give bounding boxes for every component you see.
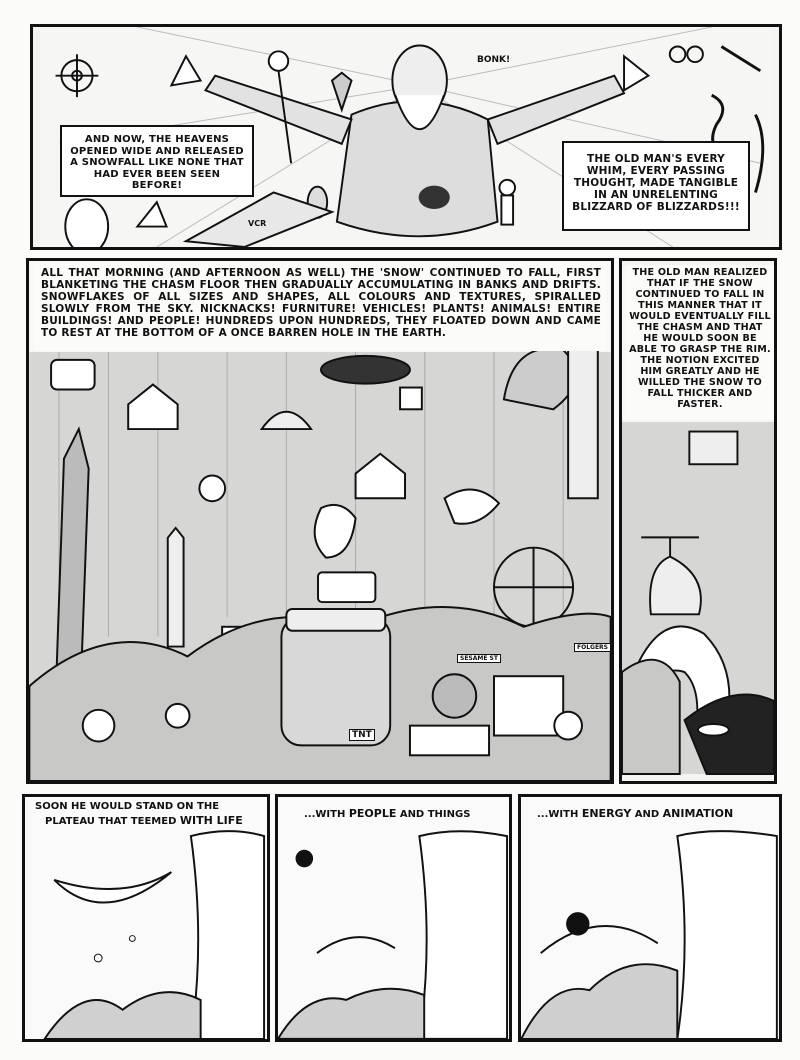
rim-cliff-drawing <box>677 831 777 1039</box>
car-drawing <box>689 432 737 465</box>
debris-pile-right <box>622 660 680 774</box>
panel-2-caption: ALL THAT MORNING (AND AFTERNOON AS WELL) THE 'SNOW' CONTINUED TO FALL, FIRST BLANKETING THE CHASM FLOOR THEN GRADUALLY ACCUMULATING IN BANKS AND DRIFTS. SNOWFLAKES OF ALL SIZES AND SHAPES, ALL COLOURS AND TEXTURES, SPIRALLED SLOWLY FROM THE SKY. NICKNACKS! FURNITURE! VEHICLES! PLANTS! ANIMALS! ENTIRE BUILDINGS! AND PEOPLE! HUNDREDS UPON HUNDREDS, THEY FLOATED DOWN AND CAME TO REST AT THE BOTTOM OF A ONCE BARREN HOLE IN THE EARTH. <box>35 263 607 351</box>
panel-5-caption-bold: PEOPLE <box>348 807 397 820</box>
cake-drawing <box>51 360 94 390</box>
egg-drawing <box>65 199 108 247</box>
folgers-sign-label: FOLGERS <box>574 643 611 652</box>
panel-4-caption-line-1: SOON HE WOULD STAND ON THE <box>35 801 220 812</box>
small-figure-drawing <box>499 180 515 225</box>
blimp-drawing <box>321 356 410 384</box>
panel-1-caption-right: THE OLD MAN'S EVERY WHIM, EVERY PASSING THOUGHT, MADE TANGIBLE IN AN UNRELENTING BLIZZARD OF BLIZZARDS!!! <box>562 141 750 231</box>
panel-1 <box>30 24 782 250</box>
panel-4-artwork <box>25 797 267 1039</box>
panel-6-caption-prefix: ...WITH <box>537 809 582 820</box>
giant-head-drawing <box>281 617 390 746</box>
panel-4 <box>22 794 270 1042</box>
vcr-label: VCR <box>248 219 267 228</box>
obelisk-drawing <box>168 528 184 647</box>
panel-6-caption-bold-1: ENERGY <box>581 807 632 820</box>
tnt-label: TNT <box>349 729 375 741</box>
panel-4-caption-plain: PLATEAU THAT TEEMED <box>45 816 180 827</box>
rim-cliff-drawing <box>191 831 264 1039</box>
panel-5 <box>275 794 512 1042</box>
panel-6-caption-mid: AND <box>631 809 663 820</box>
brush-drawing <box>419 186 450 209</box>
panel-6 <box>518 794 782 1042</box>
rim-cliff-drawing <box>419 831 507 1039</box>
panel-6-caption <box>537 807 733 820</box>
panel-5-caption-suffix: AND THINGS <box>396 809 471 820</box>
sesame-sign-label: SESAME ST <box>457 654 501 663</box>
panel-5-caption <box>304 807 470 820</box>
panel-3 <box>619 258 777 784</box>
bus-drawing <box>318 572 375 602</box>
crab-drawing <box>199 476 225 502</box>
panel-3-caption: THE OLD MAN REALIZED THAT IF THE SNOW CONTINUED TO FALL IN THIS MANNER THAT IT WOULD EVENTUALLY FILL THE CHASM AND THAT HE WOULD SOON BE ABLE TO GRASP THE RIM. THE NOTION EXCITED HIM GREATLY AND HE WILLED THE SNOW TO FALL THICKER AND FASTER. <box>626 265 774 419</box>
panel-2 <box>26 258 614 784</box>
cube-drawing <box>400 388 422 410</box>
cauldron-drawing <box>296 850 314 868</box>
bonk-sound-effect: BONK! <box>477 55 511 65</box>
panel-4-caption-bold: WITH LIFE <box>179 814 243 827</box>
panel-1-caption-left: AND NOW, THE HEAVENS OPENED WIDE AND RELEASED A SNOWFALL LIKE NONE THAT HAD EVER BEEN SEEN BEFORE! <box>60 125 254 197</box>
panel-5-caption-prefix: ...WITH <box>304 809 349 820</box>
panel-4-caption-line-2 <box>45 814 243 827</box>
panel-6-caption-bold-2: ANIMATION <box>662 807 734 820</box>
panel-5-artwork <box>278 797 509 1039</box>
panel-6-artwork <box>521 797 779 1039</box>
